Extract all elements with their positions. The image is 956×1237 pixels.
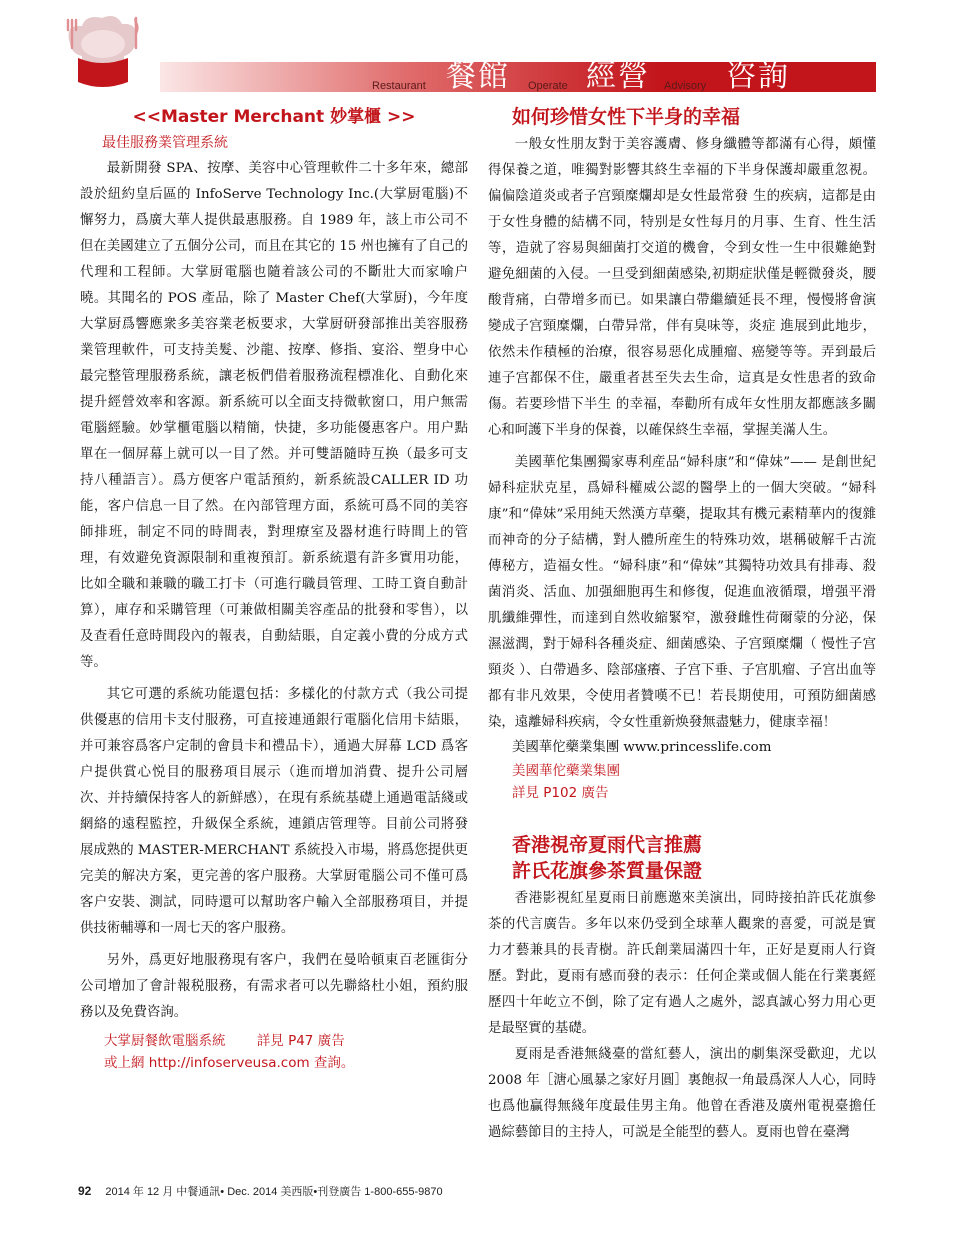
left-column bbox=[80, 104, 468, 1074]
article-paragraph: 美國華佗集團獨家專利産品“婦科康”和“偉妹”—— 是創世紀婦科症狀克星，爲婦科權威公認的醫學上的一個大突破。“婦科康”和“偉妹”采用純天然漢方草藥，提取其有機元素精華内的復雜而神奇的分子結構，對人體所産生的特殊功效，堪稱破解千古流傳秘方，造福女性。“婦科康”和“偉妹”其獨特功效具有排毒、殺菌消炎、活血、加强細胞再生和修復，促進血液循環，增强平滑肌纖維彈性，而達到自然收縮緊窄，激發雌性荷爾蒙的分泌，保濕滋潤，對于婦科各種炎症、細菌感染、子宫頸糜爛（ 慢性子宫頸炎 ）、白帶過多、陰部瘙癢、子宫下垂、子宫肌瘤、子宫出血等都有非凡效果，令使用者贊嘆不已！若長期使用，可預防細菌感染，遠離婦科疾病，令女性重新焕發無盡魅力，健康幸福！ bbox=[488, 455, 876, 730]
header-en-advisory: Advisory bbox=[664, 80, 707, 92]
header-zh-operate: 經營 bbox=[586, 59, 650, 94]
page-number: 92 bbox=[78, 1184, 92, 1198]
header-zh-restaurant: 餐館 bbox=[446, 59, 510, 94]
header-zh-advisory: 咨詢 bbox=[726, 59, 790, 94]
footer-text: 2014 年 12 月 中餐通訊• Dec. 2014 美西版•刊登廣告 1-800-655-9870 bbox=[105, 1186, 443, 1198]
header-banner bbox=[160, 59, 876, 94]
article-subtitle: 最佳服務業管理系統 bbox=[102, 135, 228, 151]
article-paragraph: 另外，爲更好地服務現有客户，我們在曼哈頓東百老匯街分公司增加了會計報税服務，有需求者可以先聯絡杜小姐，預約服務以及免費咨詢。 bbox=[80, 953, 468, 1020]
article-title-women-health: 如何珍惜女性下半身的幸福 bbox=[512, 106, 741, 128]
article-paragraph: 最新開發 SPA、按摩、美容中心管理軟件二十多年來，總部設於紐約皇后區的 InfoServe Technology Inc.(大掌厨電腦)不懈努力，爲廣大華人提供最惠服務。自 1989 年，該上市公司不但在美國建立了五個分公司，而且在其它的 15 州也擁有了自己的代理和工程師。大掌厨電腦也隨着該公司的不斷壯大而家喻户曉。其聞名的 POS 產品，除了 Master Chef(大掌厨)，今年度大掌厨爲響應衆多美容業老板要求，大掌厨研發部推出美容服務業管理軟件，可支持美髮、沙龍、按摩、修指、宴浴、塑身中心最完整管理服務系統，讓老板們借着服務流程標准化、自動化來提升經營效率和客源。新系統可以全面支持微軟窗口，用户無需電腦經驗。妙掌櫃電腦以精簡，快捷，多功能優惠客户。用户點單在一個屏幕上就可以一目了然。并可雙語隨時互换（最多可支持八種語言）。爲方便客户電話預約，新系統設CALLER ID 功能，客户信息一目了然。在內部管理方面，系統可爲不同的美容師排班，制定不同的時間表，對理療室及器材進行時間上的管理，有效避免資源限制和重複預訂。新系統還有許多實用功能，比如全職和兼職的職工打卡（可進行職員管理、工時工資自動計算），庫存和采購管理（可兼做相關美容產品的批發和零售），以及查看任意時間段內的報表，自動結賬，自定義小費的分成方式等。 bbox=[80, 161, 468, 670]
article-title-ginseng-line2: 許氏花旗參茶質量保證 bbox=[512, 860, 703, 882]
ad-website-link[interactable]: 或上網 http://infoserveusa.com 查詢。 bbox=[104, 1055, 355, 1071]
header-en-restaurant: Restaurant bbox=[372, 80, 426, 92]
ad-reference: 詳見 P102 廣告 bbox=[512, 785, 609, 801]
ad-company: 美國華佗藥業集團 bbox=[512, 763, 620, 779]
article-paragraph: 夏雨是香港無綫臺的當紅藝人，演出的劇集深受歡迎，尤以 2008 年［溏心風暴之家好月圓］裏飽叔一角最爲深人人心，同時也爲他贏得無綫年度最佳男主角。他曾在香港及廣州電視臺擔任過綜藝節目的主持人，可説是全能型的藝人。夏雨也曾在臺灣 bbox=[488, 1047, 876, 1140]
article-title-ginseng-line1: 香港視帝夏雨代言推薦 bbox=[512, 834, 703, 856]
header-en-operate: Operate bbox=[528, 80, 568, 92]
right-column bbox=[488, 104, 876, 1146]
ad-reference: 大掌厨餐飲電腦系統 詳見 P47 廣告 bbox=[104, 1033, 345, 1049]
chef-hat-cutlery-icon bbox=[64, 14, 142, 94]
article-paragraph: 一般女性朋友對于美容護膚、修身纖體等都滿有心得，頗懂得保養之道，唯獨對影響其終生幸福的下半身保護却嚴重忽視。偏偏陰道炎或者子宫頸糜爛却是女性最常發 生的疾病，這都是由于女性身體的結構不同，特别是女性每月的月事、生育、性生活等，造就了容易與細菌打交道的機會，令到女性一生中很難絶對避免細菌的入侵。一旦受到細菌感染,初期症狀僅是輕微發炎，腰酸背痛，白帶增多而已。如果讓白帶繼續延長不理，慢慢將會演變成子宫頸糜爛，白帶异常，伴有臭味等，炎症 進展到此地步，依然未作積極的治療，很容易惡化成腫瘤、癌變等等。弄到最后連子宫都保不住，嚴重者甚至失去生命，這真是女性患者的致命傷。若要珍惜下半生 的幸福，奉勸所有成年女性朋友都應該多關心和呵護下半身的保養，以確保終生幸福，掌握美滿人生。 bbox=[488, 137, 876, 438]
page-footer bbox=[78, 1183, 443, 1199]
article-paragraph: 香港影視紅星夏雨日前應邀來美演出，同時接拍許氏花旗參茶的代言廣告。多年以來仍受到全球華人觀衆的喜愛，可説是實力才藝兼具的長青樹。許氏創業屆滿四十年，正好是夏雨人行資歷。對此，夏雨有感而發的表示：任何企業或個人能在行業裏經歷四十年屹立不倒，除了定有過人之處外，認真誠心努力用心更是最堅實的基礎。 bbox=[488, 891, 876, 1036]
article-title-master-merchant: <<Master Merchant 妙掌櫃 >> bbox=[132, 107, 416, 127]
contact-line: 美國華佗藥業集團 www.princesslife.com bbox=[512, 740, 772, 755]
article-paragraph: 其它可選的系統功能還包括：多樣化的付款方式（我公司提供優惠的信用卡支付服務，可直接連通銀行電腦化信用卡結賬，并可兼容爲客户定制的會員卡和禮品卡），通過大屏幕 LCD 爲客户提供賞心悦目的服務項目展示（進而增加消費、提升公司層次、并持續保持客人的新鮮感），在現有系統基礎上通過電話綫或網絡的遠程監控，升級保全系統，連鎖店管理等。目前公司將發展成熟的 MASTER-MERCHANT 系統投入市場，將爲您提供更完美的解决方案，更完善的客户服務。大掌厨電腦公司不僅可爲客户安裝、測試，同時還可以幫助客户輸入全部服務項目，并提供技術輔導和一周七天的客户服務。 bbox=[80, 687, 468, 936]
